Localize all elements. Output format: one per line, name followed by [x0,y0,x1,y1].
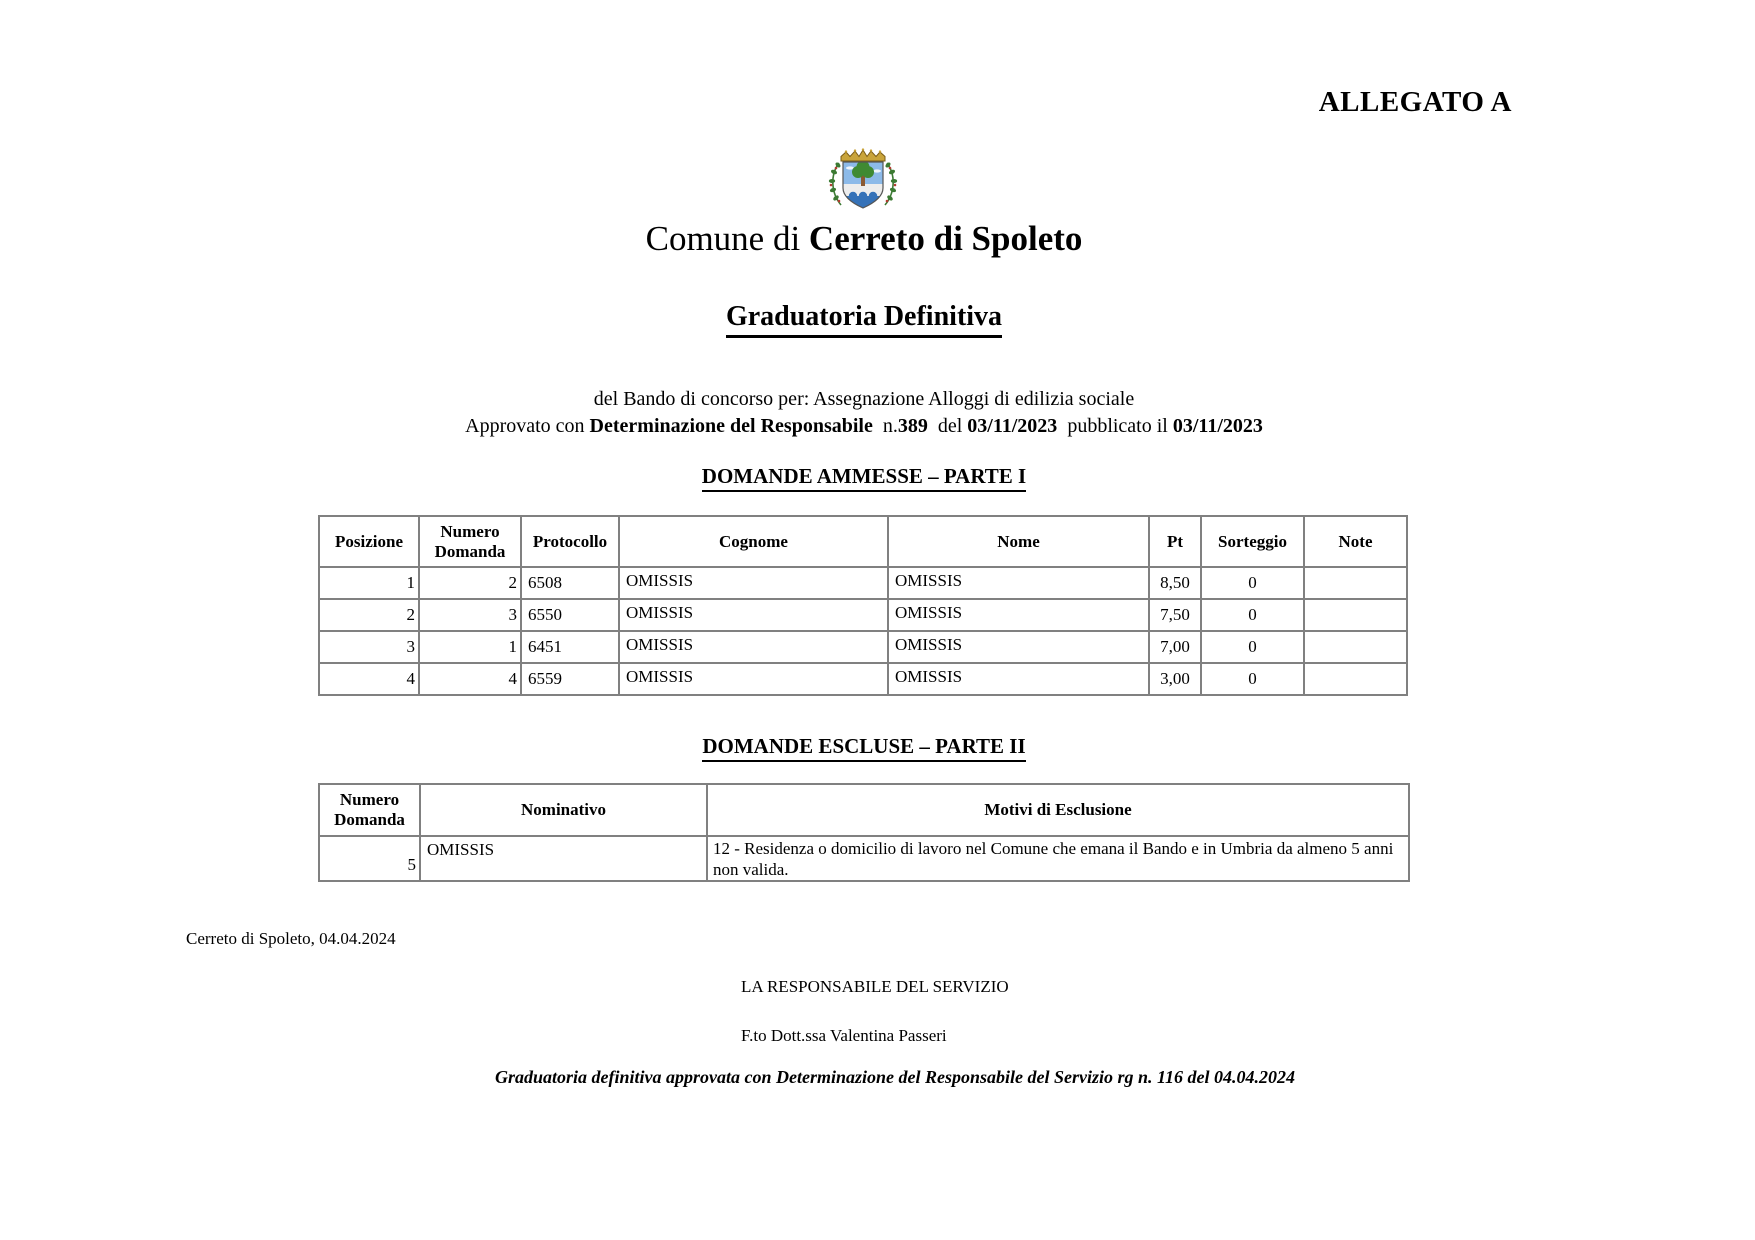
cell-cognome: OMISSIS [619,663,888,695]
col-header-numero-domanda: Numero Domanda [319,784,420,836]
cell-pt: 7,50 [1149,599,1201,631]
col-header-pt: Pt [1149,516,1201,567]
cell-protocollo: 6559 [521,663,619,695]
cell-posizione: 4 [319,663,419,695]
crest-left-branch [829,162,842,205]
table-header-row [319,784,1409,836]
cell-nominativo: OMISSIS [420,836,707,881]
cell-cognome: OMISSIS [619,599,888,631]
col-header-numero-domanda: Numero Domanda [419,516,521,567]
comune-prefix: Comune di [645,219,809,258]
approvazione-note: Graduatoria definitiva approvata con Determinazione del Responsabile del Servizio rg n. 116 del 04.04.2024 [494,1067,1295,1087]
col-header-cognome: Cognome [619,516,888,567]
cell-nome: OMISSIS [888,631,1149,663]
cell-posizione: 3 [319,631,419,663]
col-header-posizione: Posizione [319,516,419,567]
crest-shield-icon [843,161,883,209]
cell-protocollo: 6508 [521,567,619,599]
section-heading-ammesse: DOMANDE AMMESSE – PARTE I [0,464,1728,492]
cell-protocollo: 6550 [521,599,619,631]
cell-motivi-esclusione: 12 - Residenza o domicilio di lavoro nel Comune che emana il Bando e in Umbria da almeno 5 anni non valida. [707,836,1409,881]
col-header-motivi: Motivi di Esclusione [707,784,1409,836]
cell-cognome: OMISSIS [619,631,888,663]
col-header-nominativo: Nominativo [420,784,707,836]
crest-right-branch [885,162,898,205]
cell-sorteggio: 0 [1201,631,1304,663]
table-row [319,599,1407,631]
cell-nome: OMISSIS [888,567,1149,599]
table-domande-ammesse [318,515,1408,696]
comune-name: Cerreto di Spoleto [808,219,1083,258]
cell-numero-domanda: 1 [419,631,521,663]
cell-posizione: 2 [319,599,419,631]
table-row [319,836,1409,881]
cell-cognome: OMISSIS [619,567,888,599]
document-title: Graduatoria Definitiva [0,301,1728,338]
cell-numero-domanda: 5 [319,836,420,881]
responsabile-label: LA RESPONSABILE DEL SERVIZIO [741,977,1009,996]
col-header-note: Note [1304,516,1407,567]
crest-crown-icon [841,148,885,161]
cell-protocollo: 6451 [521,631,619,663]
cell-sorteggio: 0 [1201,567,1304,599]
approvato-line: Approvato con Determinazione del Responsabile n.389 del 03/11/2023 pubblicato il 03/11/2023 [465,415,1263,437]
place-and-date: Cerreto di Spoleto, 04.04.2024 [186,929,396,948]
section-heading-escluse: DOMANDE ESCLUSE – PARTE II [0,734,1728,762]
cell-sorteggio: 0 [1201,663,1304,695]
comune-coat-of-arms-icon [826,148,900,212]
cell-note [1304,631,1407,663]
cell-numero-domanda: 3 [419,599,521,631]
cell-note [1304,663,1407,695]
allegato-label: ALLEGATO A [1318,86,1512,118]
table-header-row [319,516,1407,567]
table-domande-escluse [318,783,1410,882]
cell-numero-domanda: 4 [419,663,521,695]
cell-pt: 8,50 [1149,567,1201,599]
col-header-sorteggio: Sorteggio [1201,516,1304,567]
table-row [319,567,1407,599]
col-header-nome: Nome [888,516,1149,567]
comune-title [0,219,1728,259]
table-row [319,663,1407,695]
cell-note [1304,599,1407,631]
cell-nome: OMISSIS [888,663,1149,695]
cell-nome: OMISSIS [888,599,1149,631]
signature-line: F.to Dott.ssa Valentina Passeri [741,1026,947,1045]
cell-numero-domanda: 2 [419,567,521,599]
cell-posizione: 1 [319,567,419,599]
cell-sorteggio: 0 [1201,599,1304,631]
col-header-protocollo: Protocollo [521,516,619,567]
bando-line: del Bando di concorso per: Assegnazione Alloggi di edilizia sociale [593,388,1135,410]
cell-pt: 7,00 [1149,631,1201,663]
cell-note [1304,567,1407,599]
table-row [319,631,1407,663]
cell-pt: 3,00 [1149,663,1201,695]
